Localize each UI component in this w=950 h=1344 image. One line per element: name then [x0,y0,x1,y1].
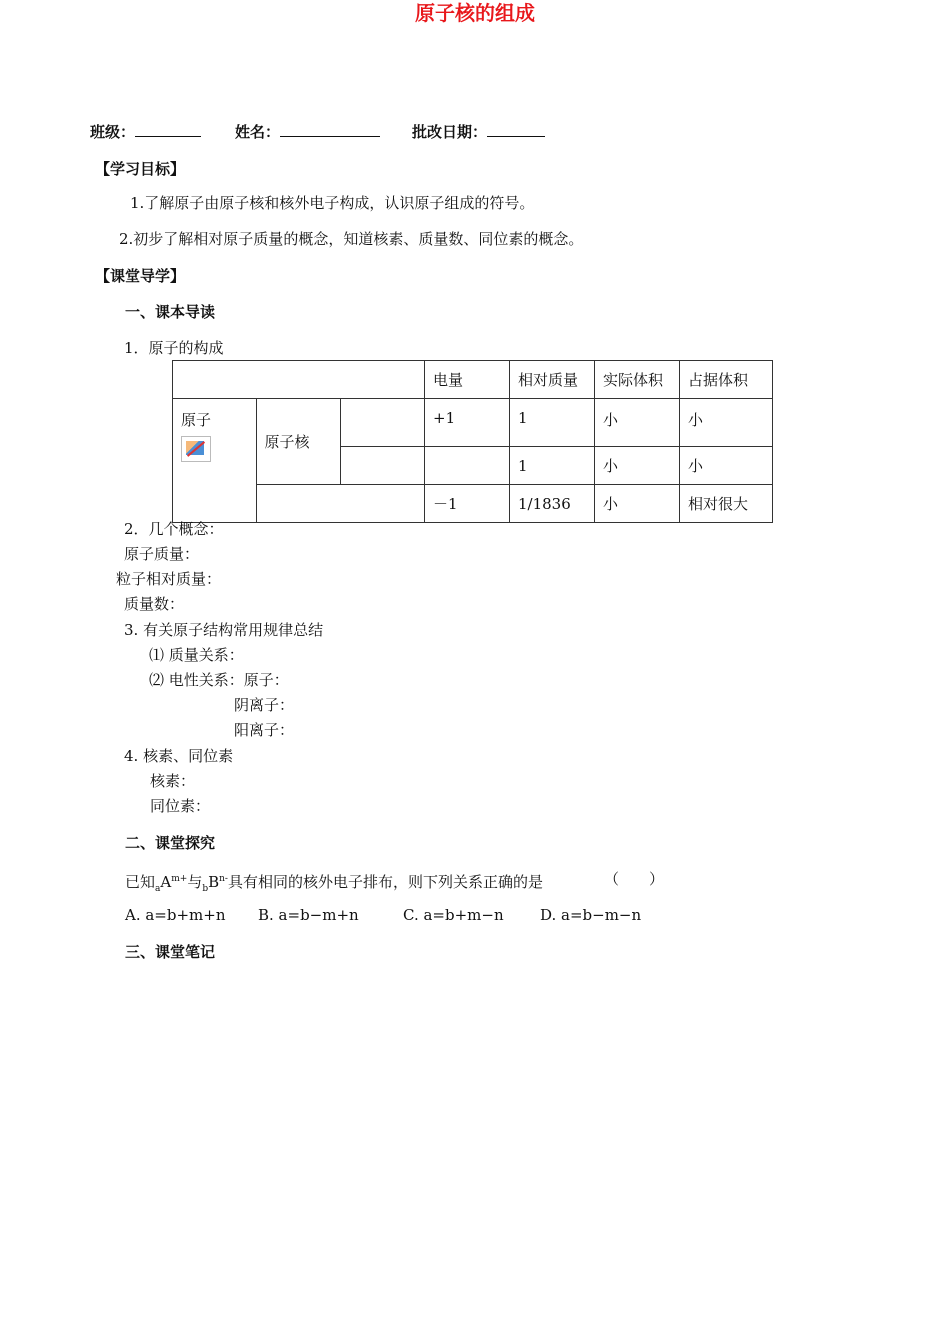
cell-relative-mass: 1/1836 [510,485,595,523]
item-4-label: 4. 核素、同位素 [124,747,234,765]
atom-label: 原子 [181,411,212,429]
header-occupied-volume: 占据体积 [680,361,773,399]
option-b[interactable]: B. a=b−m+n [258,906,359,924]
section-2-heading: 二、课堂探究 [125,834,216,852]
cell-occupied-volume: 小 [680,399,773,447]
item-1-label: 1．原子的构成 [124,339,224,357]
question-body: 具有相同的核外电子排布，则下列关系正确的是 [227,873,543,891]
class-blank[interactable] [135,121,201,137]
date-blank[interactable] [487,121,545,137]
cell-charge: －1 [425,485,510,523]
name-label: 姓名： [235,123,281,141]
question-prefix: 已知 [125,873,156,891]
date-label: 批改日期： [412,123,488,141]
cell-relative-mass: 1 [510,399,595,447]
goal-item-1: 1.了解原子由原子核和核外电子构成，认识原子组成的符号。 [130,194,535,212]
date-field [412,121,545,142]
nuclide-label: 核素： [150,772,196,790]
cell-occupied-volume: 小 [680,447,773,485]
cell-actual-volume: 小 [595,485,680,523]
cell-relative-mass: 1 [510,447,595,485]
class-label: 班级： [90,123,136,141]
option-c[interactable]: C. a=b+m−n [403,906,504,924]
rule-charge-relation: ⑵ 电性关系：原子： [149,671,289,689]
nucleus-cell: 原子核 [256,399,340,485]
ion-a-symbol: A [160,873,172,891]
rule-mass-relation: ⑴ 质量关系： [149,646,244,664]
rule-anion: 阴离子： [234,696,295,714]
item-2-label: 2．几个概念： [124,520,224,538]
rule-cation: 阳离子： [234,721,295,739]
item-3-label: 3. 有关原子结构常用规律总结 [124,621,324,639]
atom-cell [173,399,257,523]
header-actual-volume: 实际体积 [595,361,680,399]
section-3-heading: 三、课堂笔记 [125,943,216,961]
ion-a-charge: m+ [171,874,188,884]
particle-cell [340,399,425,447]
guide-heading: 【课堂导学】 [95,267,186,285]
goals-heading: 【学习目标】 [95,160,186,178]
cell-occupied-volume: 相对很大 [680,485,773,523]
cell-actual-volume: 小 [595,447,680,485]
ion-b-symbol: B [208,873,220,891]
goal-item-2: 2.初步了解相对原子质量的概念，知道核素、质量数、同位素的概念。 [119,230,584,248]
ion-b-charge: n- [219,874,228,884]
cell-actual-volume: 小 [595,399,680,447]
isotope-label: 同位素： [150,797,211,815]
concept-mass-number: 质量数： [124,595,185,613]
particle-cell [256,485,425,523]
page-title: 原子核的组成 [415,1,535,25]
table-row [173,399,773,447]
ion-b-atomic-number: b [202,884,209,894]
broken-image-icon [181,436,211,462]
question-text [125,869,543,899]
table-header-row [173,361,773,399]
name-field [235,121,380,142]
atom-structure-table [172,360,773,523]
cell-charge: +1 [425,399,510,447]
header-relative-mass: 相对质量 [510,361,595,399]
option-a[interactable]: A. a=b+m+n [125,906,226,924]
name-blank[interactable] [280,121,380,137]
question-connector: 与 [187,873,203,891]
particle-cell [340,447,425,485]
answer-paren: （ ） [604,870,665,888]
class-field [90,121,201,142]
concept-atomic-mass: 原子质量： [124,545,200,563]
cell-charge [425,447,510,485]
table-row [173,485,773,523]
header-charge: 电量 [425,361,510,399]
section-1-heading: 一、课本导读 [125,303,216,321]
option-d[interactable]: D. a=b−m−n [540,906,642,924]
ion-a-atomic-number: a [155,884,161,894]
concept-relative-mass: 粒子相对质量： [116,570,222,588]
